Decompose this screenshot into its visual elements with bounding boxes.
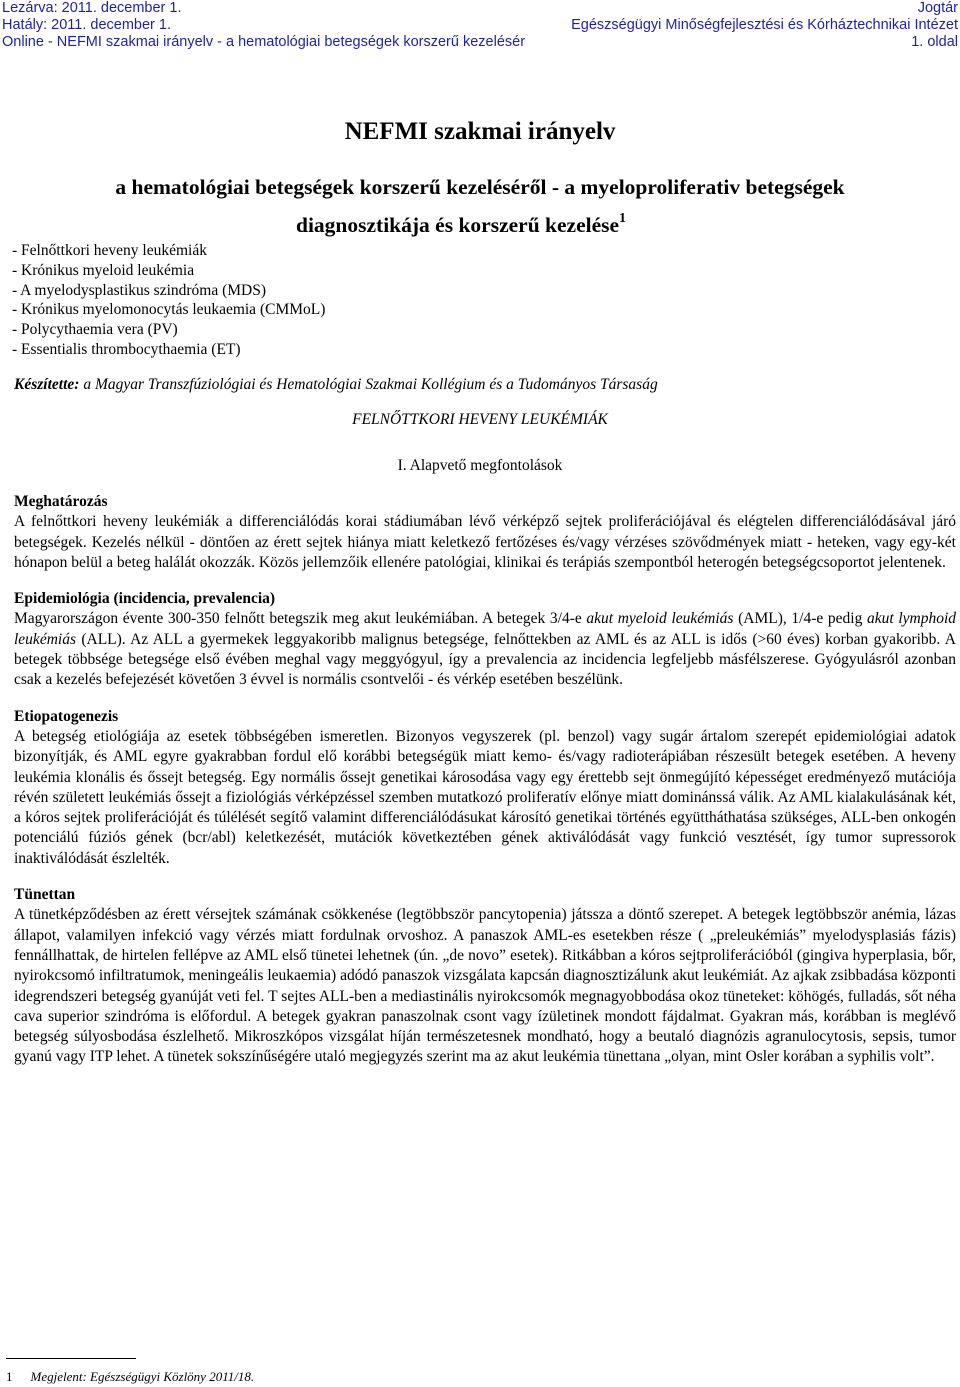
header-closed-date: Lezárva: 2011. december 1.: [2, 0, 182, 16]
footnote-number: 1: [6, 1369, 13, 1384]
epidemiology-text-part: (AML), 1/4-e pedig: [733, 610, 867, 628]
topic-item: - Krónikus myeloid leukémia: [12, 261, 195, 279]
author-label: Készítette:: [14, 376, 80, 393]
section-title: FELNŐTTKORI HEVENY LEUKÉMIÁK: [352, 411, 608, 428]
block-symptoms: [14, 885, 956, 1068]
main-content: [14, 492, 956, 1084]
epidemiology-text: [14, 609, 956, 690]
footnote: [6, 1369, 254, 1385]
subtitle-line-2-text: diagnosztikája és korszerű kezelése: [296, 213, 620, 237]
footnote-separator: [6, 1358, 136, 1359]
section-subtitle: I. Alapvető megfontolások: [397, 457, 563, 474]
definition-text: A felnőttkori heveny leukémiák a differenciálódás korai stádiumában lévő vérképző sejtek proliferációjával és elégtelen differenciálódásával járó betegségek. Kezelés nélkül - döntően az érett sejtek hiánya miatt keletkező fertőzéses és/vagy vérzéses szövődmények miatt - heteken, vagy egy-két hónapon belül a beteg halálát okozzák. Közös jellemzőik ellenére patológiai, klinikai és terápiás szempontból heterogén betegségcsoportot jelentenek.: [14, 513, 956, 571]
topic-list: [12, 241, 325, 360]
header-document-title: Online - NEFMI szakmai irányelv - a hematológiai betegségek korszerű kezelésér: [2, 34, 526, 50]
page-header-left: [2, 0, 525, 51]
topic-item: - Krónikus myelomonocytás leukaemia (CMMoL): [12, 301, 326, 319]
epidemiology-text-part: Magyarországon évente 300-350 felnőtt betegszik meg akut leukémiában. A betegek 3/4-e: [14, 610, 587, 628]
epidemiology-text-part: (ALL). Az ALL a gyermekek leggyakoribb malignus betegsége, felnőttekben az AML és az ALL is idős (>60 éves) korban gyakoribb. A betegek többsége betegsége első évében meghal vagy meggyógyul, így a prevalencia az incidencia legfeljebb másfélszerese. Gyógyulásról azonban csak a kezelés befejezését követően 3 évvel is normális csontvelői - és vérkép esetében beszélünk.: [14, 630, 956, 689]
epidemiology-heading: Epidemiológia (incidencia, prevalencia): [14, 590, 276, 608]
symptoms-text: A tünetképződésben az érett vérsejtek számának csökkenése (legtöbbször pancytopenia) játssza a döntő szerepet. A betegek legtöbbször anémia, lázas állapot, valamilyen infekció vagy vérzés miatt fordulnak orvoshoz. A panaszok AML-es esetekben része ( „preleukémiás” myelodysplasiás fázis) fennállhattak, de hirtelen fellépve az AML első tünetei lehetnek (ún. „de novo” esetek). Ritkábban a kóros sejtproliferációból (gingiva hyperplasia, bőr, nyirokcsomó infiltratumok, meningeális leukaemia) adódó panaszok vizsgálata kapcsán diagnosztizálunk akut leukémiát. Az ajkak zsibbadása központi idegrendszeri betegség gyanúját veti fel. T sejtes ALL-ben a mediastinális nyirokcsomók megnagyobbodása okoz tüneteket: köhögés, fulladás, sőt néha cava superior szindróma is előfordul. A betegek gyakran panaszolnak csont vagy ízületinek mondott fájdalmat. Gyakran más, korábban is meglévő betegség súlyosbodása észlelhető. Mikroszkópos vizsgálat híján természetesnek mondható, hogy a beutaló diagnózis agranulocytosis, sepsis, tumor gyanú vagy ITP lehet. A tünetek sokszínűségére utaló megjegyzés szerint ma az akut leukémia tünettana „olyan, mint Osler korában a syphilis volt”.: [14, 906, 956, 1066]
etiopathogenesis-heading: Etiopatogenezis: [14, 707, 119, 725]
topic-item: - Polycythaemia vera (PV): [12, 321, 178, 339]
author-line: [14, 376, 658, 394]
document-title: NEFMI szakmai irányelv: [344, 118, 616, 145]
document-subtitle-line-1: a hematológiai betegségek korszerű kezeléséről - a myeloproliferativ betegségek: [115, 175, 845, 199]
topic-item: - Essentialis thrombocythaemia (ET): [12, 340, 241, 358]
header-institute: Egészségügyi Minőségfejlesztési és Kórháztechnikai Intézet: [571, 17, 958, 33]
footnote-text: Megjelent: Egészségügyi Közlöny 2011/18.: [30, 1369, 255, 1384]
page-header-right: [571, 0, 958, 51]
block-epidemiology: [14, 589, 956, 690]
block-etiopathogenesis: [14, 707, 956, 869]
topic-item: - Felnőttkori heveny leukémiák: [12, 242, 207, 259]
epidemiology-term-all: akut lymphoid leukémiás: [14, 610, 957, 648]
etiopathogenesis-text: A betegség etiológiája az esetek többségében ismeretlen. Bizonyos vegyszerek (pl. benzol) vagy sugár ártalom szerepét epidemiológiai adatok bizonyítják, és AML egyre gyakrabban fordul elő korábbi betegségük miatt kemo- és/vagy radioterápiában részesült betegek esetében. A heveny leukémia klonális és őssejt betegség. Egy normális őssejt genetikai károsodása vagy egy érettebb sejt önmegújító képességet eredményező mutációja révén született leukémiás őssejt a fiziológiás vérképzéssel szemben mutatkozó proliferatív előnye miatt dominánssá válik. Az AML kialakulásának két, a kóros sejtek proliferációját és túlélését segítő valamint differenciálódásukat károsító genetikai történés együttháthatása szükséges, ALL-ben onkogén potenciálú fúziós gének (bcr/abl) keletkezését, mutációk következtében gének aktiválódását vagy funkció vesztését, így tumor supressorok inaktiválódását észlelték.: [14, 727, 956, 867]
header-source: Jogtár: [917, 0, 958, 16]
topic-item: - A myelodysplastikus szindróma (MDS): [12, 281, 267, 299]
epidemiology-term-aml: akut myeloid leukémiás: [586, 610, 734, 628]
symptoms-heading: Tünettan: [14, 886, 76, 904]
footnote-reference[interactable]: 1: [619, 211, 627, 226]
header-page-number: 1. oldal: [911, 34, 958, 50]
definition-heading: Meghatározás: [14, 493, 108, 510]
header-effective-date: Hatály: 2011. december 1.: [2, 17, 171, 33]
document-subtitle-line-2: [296, 206, 626, 238]
author-text: a Magyar Transzfúziológiai és Hematológiai Szakmai Kollégium és a Tudományos Társaság: [79, 376, 658, 393]
block-definition: [14, 492, 956, 573]
